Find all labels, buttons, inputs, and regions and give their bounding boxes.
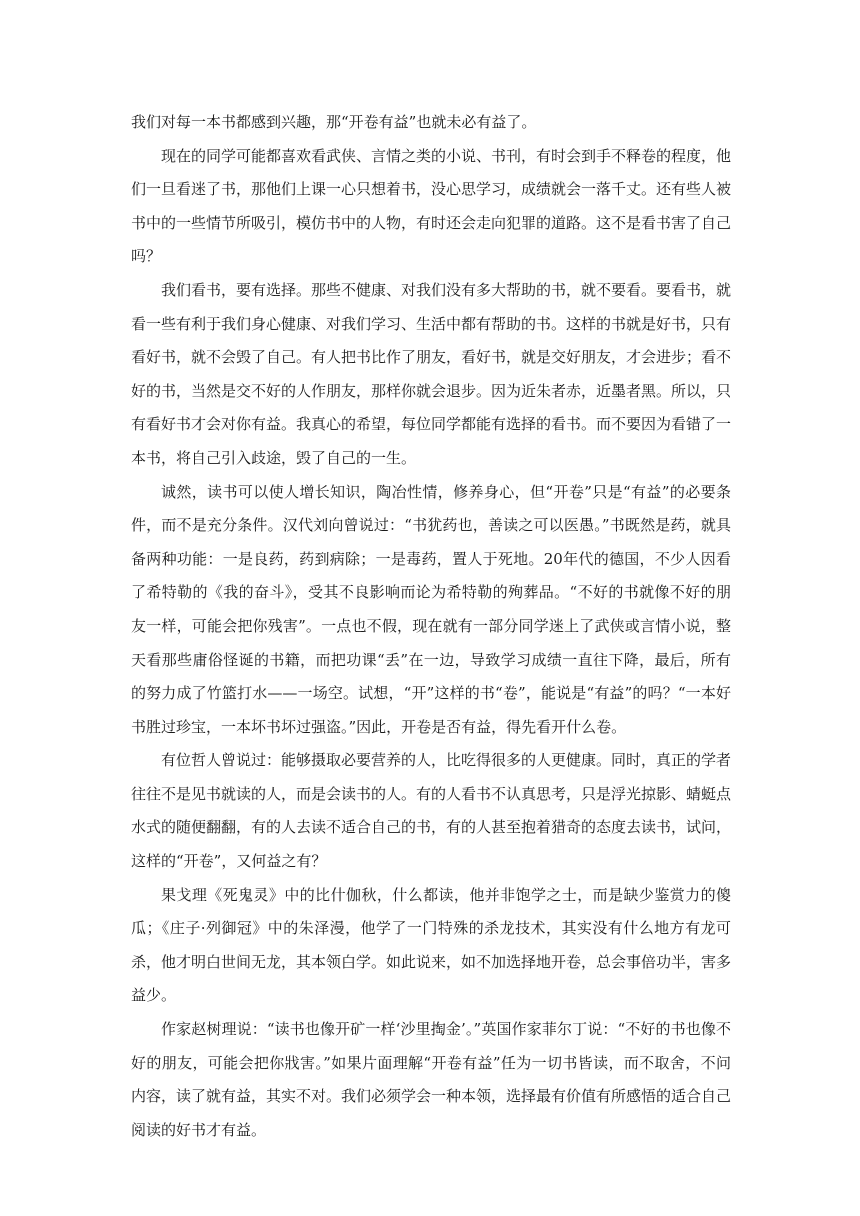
- paragraph-3: 我们看书，要有选择。那些不健康、对我们没有多大帮助的书，就不要看。要看书，就看一些有利于我们身心健康、对我们学习、生活中都有帮助的书。这样的书就是好书，只有看好书，就不会毁了自己。有人把书比作了朋友，看好书，就是交好朋友，才会进步；看不好的书，当然是交不好的人作朋友，那样你就会退步。因为近朱者赤，近墨者黑。所以，只有看好书才会对你有益。我真心的希望，每位同学都能有选择的看书。而不要因为看错了一本书，将自己引入歧途，毁了自己的一生。: [131, 280, 732, 467]
- paragraph-7: 作家赵树理说：“读书也像开矿一样‘沙里掏金’。”英国作家菲尔丁说：“不好的书也像不好的朋友，可能会把你戕害。”如果片面理解“开卷有益”任为一切书皆读，而不取舍，不问内容，读了就有益，其实不对。我们必须学会一种本领，选择最有价值有所感悟的适合自己阅读的好书才有益。: [131, 1020, 732, 1139]
- paragraph-1: 我们对每一本书都感到兴趣，那“开卷有益”也就未必有益了。: [131, 113, 537, 131]
- paragraph-2: 现在的同学可能都喜欢看武侠、言情之类的小说、书刊，有时会到手不释卷的程度，他们一旦看迷了书，那他们上课一心只想着书，没心思学习，成绩就会一落千丈。还有些人被书中的一些情节所吸引，模仿书中的人物，有时还会走向犯罪的道路。这不是看书害了自己吗？: [131, 146, 732, 266]
- document-body: [131, 106, 731, 1147]
- paragraph-6: 果戈理《死鬼灵》中的比什伽秋，什么都读，他并非饱学之士，而是缺少鉴赏力的傻瓜；《庄子·列御冠》中的朱泽漫，他学了一门特殊的杀龙技术，其实没有什么地方有龙可杀，他才明白世间无龙，其本领白学。如此说来，如不加选择地开卷，总会事倍功半，害多益少。: [131, 885, 732, 1005]
- paragraph-4: 诚然，读书可以使人增长知识，陶冶性情，修养身心，但“开卷”只是“有益”的必要条件，而不是充分条件。汉代刘向曾说过：“书犹药也，善读之可以医愚。”书既然是药，就具备两种功能：一是良药，药到病除；一是毒药，置人于死地。20年代的德国，不少人因看了希特勒的《我的奋斗》，受其不良影响而论为希特勒的殉葬品。“不好的书就像不好的朋友一样，可能会把你残害”。一点也不假，现在就有一部分同学迷上了武侠或言情小说，整天看那些庸俗怪诞的书籍，而把功课“丢”在一边，导致学习成绩一直往下降，最后，所有的努力成了竹篮打水——一场空。试想，“开”这样的书“卷”，能说是“有益”的吗？“一本好书胜过珍宝，一本坏书坏过强盗。”因此，开卷是否有益，得先看开什么卷。: [131, 482, 731, 736]
- paragraph-5: 有位哲人曾说过：能够摄取必要营养的人，比吃得很多的人更健康。同时，真正的学者往往不是见书就读的人，而是会读书的人。有的人看书不认真思考，只是浮光掠影、蜻蜓点水式的随便翻翻，有的人去读不适合自己的书，有的人甚至抱着猎奇的态度去读书，试问，这样的“开卷”，又何益之有？: [131, 751, 732, 871]
